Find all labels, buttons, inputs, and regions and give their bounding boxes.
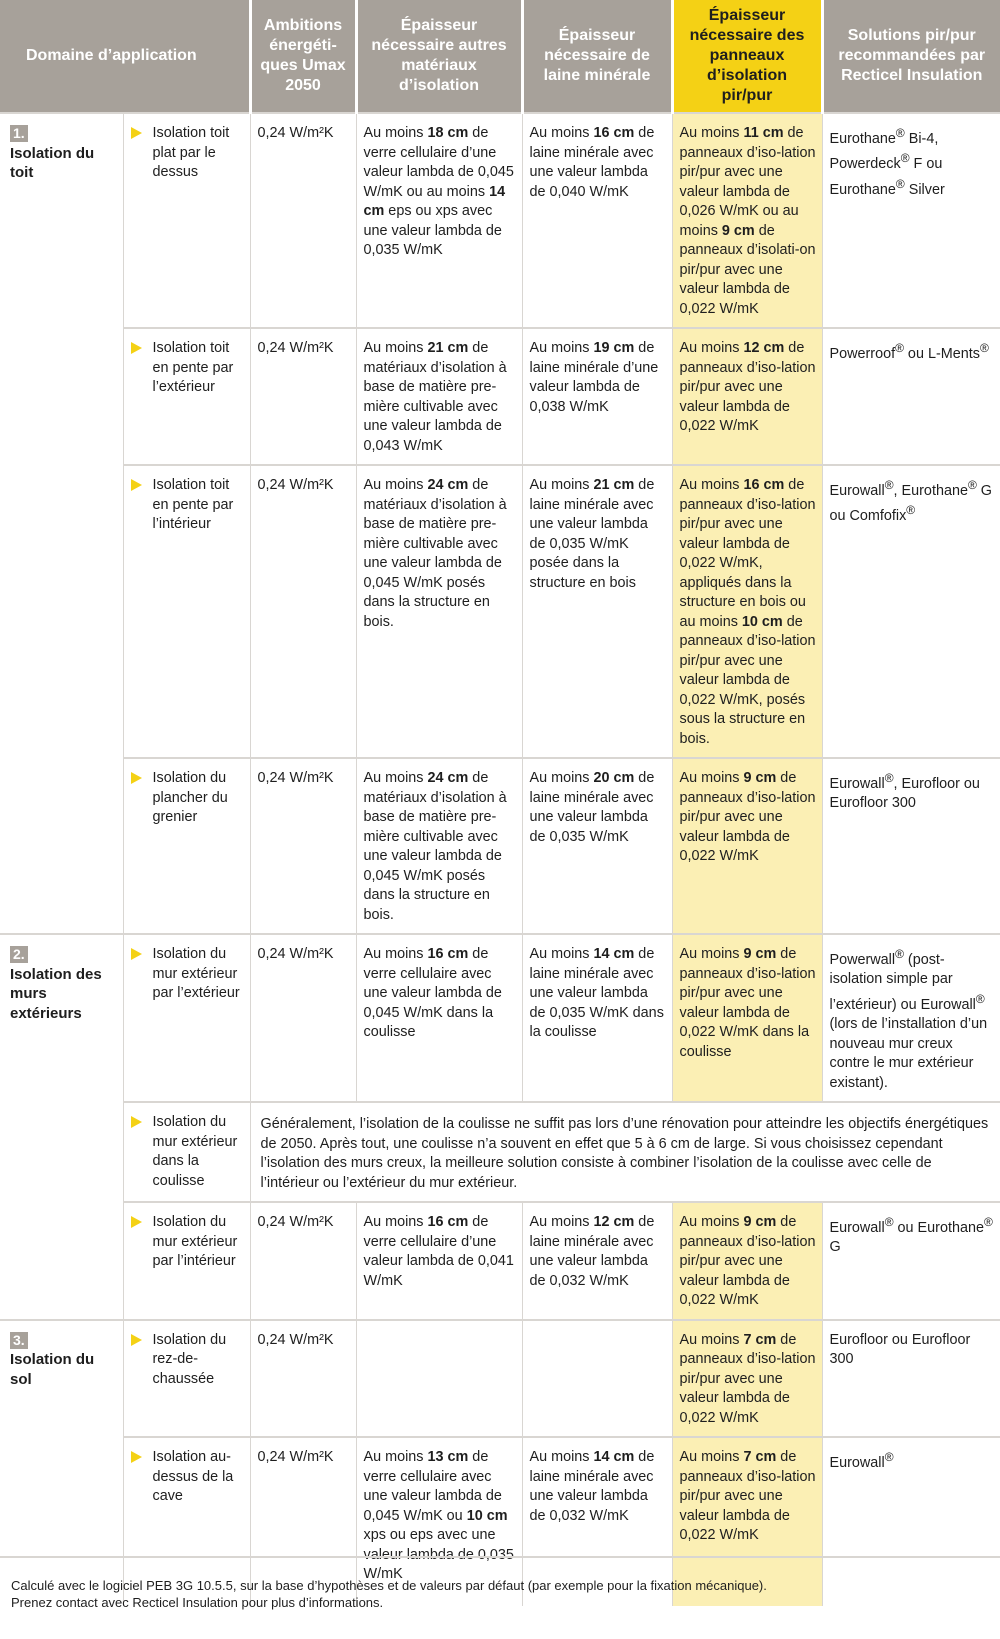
umax-cell: 0,24 W/m²K (250, 465, 356, 758)
table-row (0, 1202, 1000, 1320)
other-materials-cell (356, 1320, 522, 1438)
section-title: Isolation des murs extérieurs (10, 965, 102, 1022)
pir-pur-cell: Au moins 9 cm de panneaux d’iso-lation pir/pur avec une valeur lambda de 0,022 W/mK (672, 758, 822, 934)
other-materials-cell: Au moins 24 cm de matériaux d’isolation à base de matière pre-mière cultivable avec une valeur lambda de 0,045 W/mK posés dans la structure en bois. (356, 465, 522, 758)
table-row (0, 328, 1000, 465)
table-row (0, 1102, 1000, 1202)
triangle-right-icon (131, 772, 142, 784)
mineral-wool-cell: Au moins 19 cm de laine minérale d’une valeur lambda de 0,038 W/mK (522, 328, 672, 465)
table-row (0, 1320, 1000, 1438)
table-bottom-rule (0, 1556, 1000, 1558)
triangle-right-icon (131, 948, 142, 960)
application-cell: Isolation du mur extérieur dans la coulisse (123, 1102, 250, 1202)
footnote (11, 1577, 991, 1611)
application-cell: Isolation au-dessus de la cave (123, 1437, 250, 1606)
pir-pur-cell: Au moins 12 cm de panneaux d’iso-lation pir/pur avec une valeur lambda de 0,022 W/mK (672, 328, 822, 465)
umax-cell: 0,24 W/m²K (250, 1320, 356, 1438)
triangle-right-icon (131, 1216, 142, 1228)
mineral-wool-cell: Au moins 14 cm de laine minérale avec une valeur lambda de 0,032 W/mK (522, 1437, 672, 1606)
other-materials-cell: Au moins 16 cm de verre cellulaire avec une valeur lambda de 0,045 W/mK dans la coulisse (356, 934, 522, 1102)
cavity-note: Généralement, l’isolation de la coulisse ne suffit pas lors d’une rénovation pour atteindre les objectifs énergétiques de 2050. Après tout, une coulisse n’a souvent en effet que 5 à 6 cm de large. Si vous choisissez cependant l’isolation des murs creux, la meilleure solution consiste à combiner l’isolation de la coulisse avec celle de l’intérieur ou l’extérieur du mur extérieur. (250, 1102, 1000, 1202)
pir-pur-cell: Au moins 7 cm de panneaux d’iso-lation pir/pur avec une valeur lambda de 0,022 W/mK (672, 1320, 822, 1438)
header-solutions: Solutions pir/pur recommandées par Recticel Insulation (822, 0, 1000, 113)
pir-pur-cell: Au moins 16 cm de panneaux d’iso-lation pir/pur avec une valeur lambda de 0,022 W/mK, appliqués dans la structure en bois ou au moins 10 cm de panneaux d’iso-lation pir/pur avec une valeur lambda de 0,022 W/mK, posés sous la structure en bois. (672, 465, 822, 758)
application-cell: Isolation toit en pente par l’intérieur (123, 465, 250, 758)
section-title: Isolation du toit (10, 144, 95, 181)
table-row (0, 758, 1000, 934)
solutions-cell: Eurowall®, Eurothane® G ou Comfofix® (822, 465, 1000, 758)
triangle-right-icon (131, 1334, 142, 1346)
other-materials-cell: Au moins 16 cm de verre cellulaire d’une valeur lambda de 0,041 W/mK (356, 1202, 522, 1320)
solutions-cell: Powerroof® ou L-Ments® (822, 328, 1000, 465)
application-cell: Isolation toit plat par le dessus (123, 113, 250, 328)
other-materials-cell: Au moins 18 cm de verre cellulaire d’une valeur lambda de 0,045 W/mK ou au moins 14 cm eps ou xps avec une valeur lambda de 0,035 W/mK (356, 113, 522, 328)
triangle-right-icon (131, 1451, 142, 1463)
header-mineral-wool: Épaisseur nécessaire de laine minérale (522, 0, 672, 113)
footnote-line: Prenez contact avec Recticel Insulation pour plus d’informations. (11, 1595, 384, 1610)
other-materials-cell: Au moins 13 cm de verre cellulaire avec une valeur lambda de 0,045 W/mK ou 10 cm xps ou eps avec une valeur lambda de 0,035 W/mK (356, 1437, 522, 1606)
table-header (0, 0, 1000, 113)
header-pir-pur: Épaisseur nécessaire des panneaux d’isolation pir/pur (672, 0, 822, 113)
footnote-line: Calculé avec le logiciel PEB 3G 10.5.5, sur la base d’hypothèses et de valeurs par défaut (par exemple pour la fixation mécanique). (11, 1578, 767, 1593)
pir-pur-cell: Au moins 9 cm de panneaux d’iso-lation pir/pur avec une valeur lambda de 0,022 W/mK (672, 1202, 822, 1320)
mineral-wool-cell: Au moins 16 cm de laine minérale avec une valeur lambda de 0,040 W/mK (522, 113, 672, 328)
umax-cell: 0,24 W/m²K (250, 328, 356, 465)
mineral-wool-cell: Au moins 14 cm de laine minérale avec une valeur lambda de 0,035 W/mK dans la coulisse (522, 934, 672, 1102)
table-row (0, 934, 1000, 1102)
triangle-right-icon (131, 1116, 142, 1128)
umax-cell: 0,24 W/m²K (250, 113, 356, 328)
section-roof (0, 113, 123, 934)
triangle-right-icon (131, 127, 142, 139)
section-number: 1. (10, 125, 28, 142)
application-cell: Isolation du mur extérieur par l’intérieur (123, 1202, 250, 1320)
mineral-wool-cell: Au moins 20 cm de laine minérale avec une valeur lambda de 0,035 W/mK (522, 758, 672, 934)
solutions-cell: Eurothane® Bi-4, Powerdeck® F ou Eurothane® Silver (822, 113, 1000, 328)
solutions-cell: Eurowall® ou Eurothane® G (822, 1202, 1000, 1320)
application-cell: Isolation du rez-de-chaussée (123, 1320, 250, 1438)
section-title: Isolation du sol (10, 1351, 95, 1388)
application-cell: Isolation toit en pente par l’extérieur (123, 328, 250, 465)
other-materials-cell: Au moins 24 cm de matériaux d’isolation à base de matière pre-mière cultivable avec une valeur lambda de 0,045 W/mK posés dans la structure en bois. (356, 758, 522, 934)
section-number: 2. (10, 946, 28, 963)
solutions-cell: Eurowall® (822, 1437, 1000, 1606)
section-walls (0, 934, 123, 1320)
mineral-wool-cell: Au moins 21 cm de laine minérale avec une valeur lambda de 0,035 W/mK posée dans la structure en bois (522, 465, 672, 758)
solutions-cell: Eurowall®, Eurofloor ou Eurofloor 300 (822, 758, 1000, 934)
section-number: 3. (10, 1332, 28, 1349)
solutions-cell: Eurofloor ou Eurofloor 300 (822, 1320, 1000, 1438)
umax-cell: 0,24 W/m²K (250, 1202, 356, 1320)
triangle-right-icon (131, 479, 142, 491)
umax-cell: 0,24 W/m²K (250, 758, 356, 934)
pir-pur-cell: Au moins 7 cm de panneaux d’iso-lation pir/pur avec une valeur lambda de 0,022 W/mK (672, 1437, 822, 1606)
application-cell: Isolation du plancher du grenier (123, 758, 250, 934)
pir-pur-cell: Au moins 11 cm de panneaux d’iso-lation pir/pur avec une valeur lambda de 0,026 W/mK ou au moins 9 cm de panneaux d’isolati-on pir/pur avec une valeur lambda de 0,022 W/mK (672, 113, 822, 328)
solutions-cell: Powerwall® (post-isolation simple par l’extérieur) ou Eurowall® (lors de l’installation d’un nouveau mur creux contre le mur extérieur existant). (822, 934, 1000, 1102)
umax-cell: 0,24 W/m²K (250, 1437, 356, 1606)
application-cell: Isolation du mur extérieur par l’extérieur (123, 934, 250, 1102)
header-other-materials: Épaisseur nécessaire autres matériaux d’isolation (356, 0, 522, 113)
other-materials-cell: Au moins 21 cm de matériaux d’isolation à base de matière pre-mière cultivable avec une valeur lambda de 0,043 W/mK (356, 328, 522, 465)
triangle-right-icon (131, 342, 142, 354)
header-domain: Domaine d’application (0, 0, 250, 113)
section-floor (0, 1320, 123, 1607)
table-row (0, 113, 1000, 328)
umax-cell: 0,24 W/m²K (250, 934, 356, 1102)
pir-pur-cell: Au moins 9 cm de panneaux d’iso-lation pir/pur avec une valeur lambda de 0,022 W/mK dans la coulisse (672, 934, 822, 1102)
mineral-wool-cell: Au moins 12 cm de laine minérale avec une valeur lambda de 0,032 W/mK (522, 1202, 672, 1320)
header-umax: Ambitions énergéti-ques Umax 2050 (250, 0, 356, 113)
table-row (0, 465, 1000, 758)
mineral-wool-cell (522, 1320, 672, 1438)
